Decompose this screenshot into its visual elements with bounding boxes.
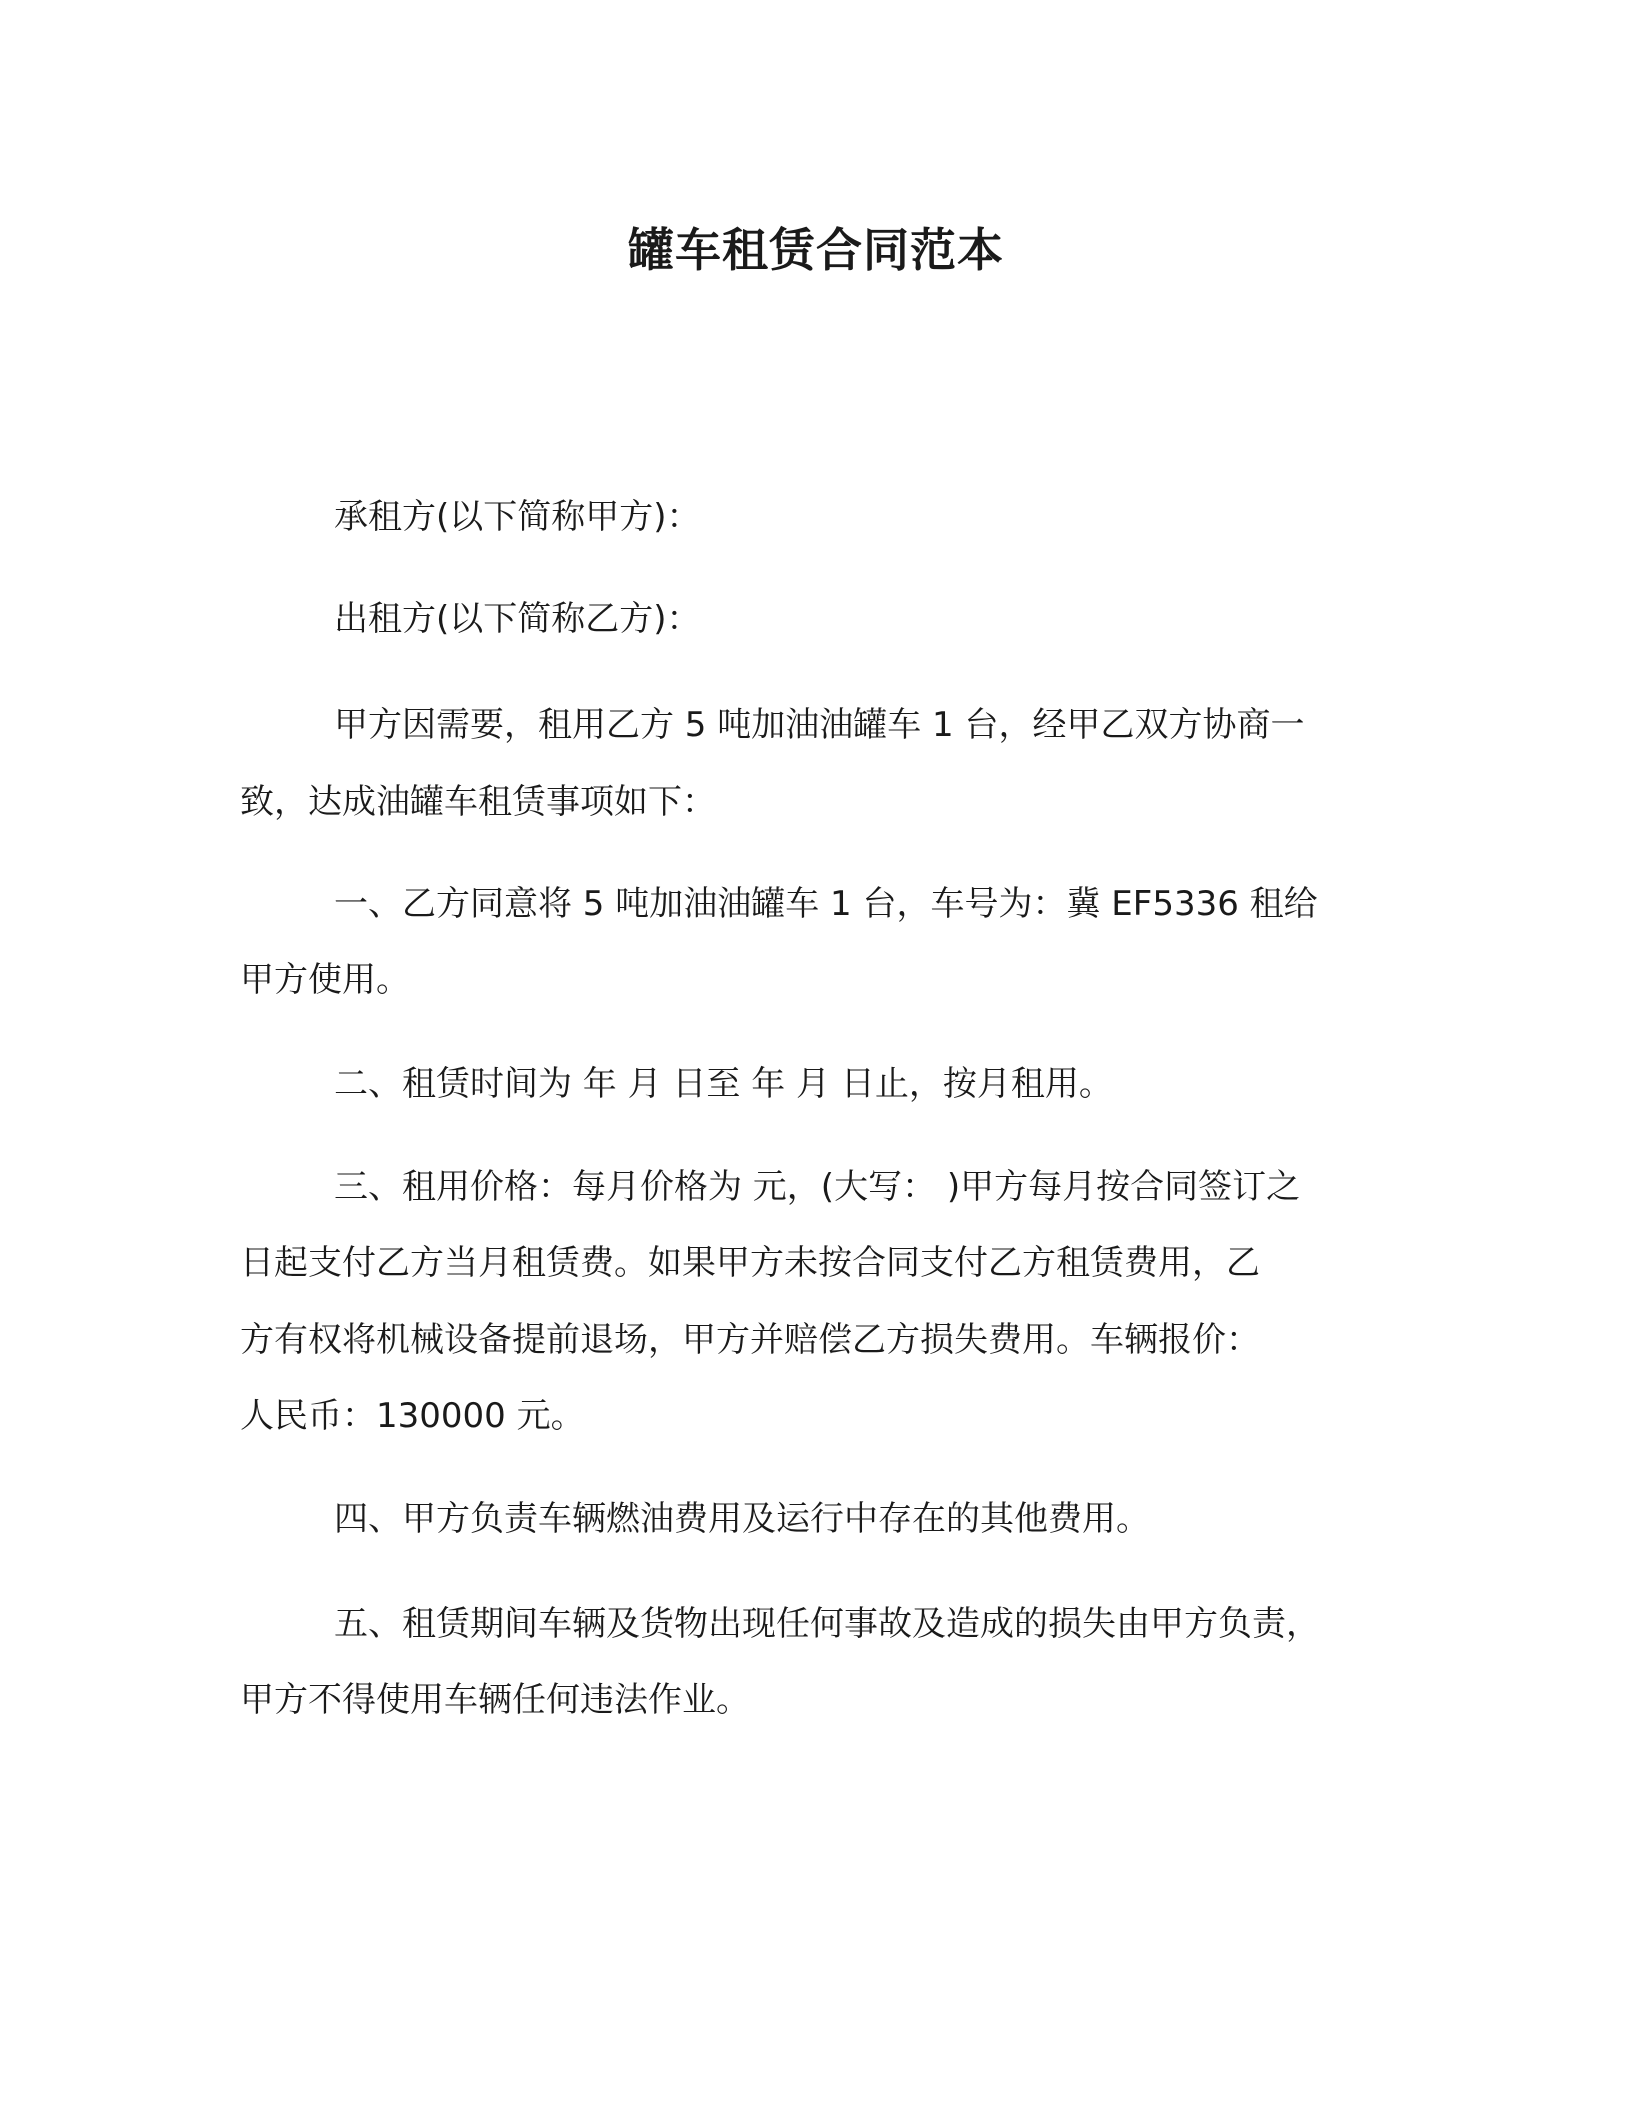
lessor-line: 出租方(以下简称乙方)： bbox=[334, 599, 701, 639]
clause-3-line-3: 方有权将机械设备提前退场，甲方并赔偿乙方损失费用。车辆报价： bbox=[240, 1320, 1260, 1360]
clause-1-line-2: 甲方使用。 bbox=[240, 960, 410, 1000]
clause-1-line-1: 一、乙方同意将 5 吨加油油罐车 1 台，车号为：冀 EF5336 租给 bbox=[334, 884, 1318, 924]
document-title: 罐车租赁合同范本 bbox=[628, 223, 1004, 277]
intro-line-2: 致，达成油罐车租赁事项如下： bbox=[240, 782, 716, 822]
lessee-line: 承租方(以下简称甲方)： bbox=[334, 497, 701, 537]
clause-3-line-1: 三、租用价格：每月价格为 元，(大写： )甲方每月按合同签订之 bbox=[334, 1167, 1301, 1207]
clause-4-line-1: 四、甲方负责车辆燃油费用及运行中存在的其他费用。 bbox=[334, 1499, 1150, 1539]
clause-5-line-2: 甲方不得使用车辆任何违法作业。 bbox=[240, 1680, 750, 1720]
clause-5-line-1: 五、租赁期间车辆及货物出现任何事故及造成的损失由甲方负责， bbox=[334, 1604, 1320, 1644]
clause-2-line-1: 二、租赁时间为 年 月 日至 年 月 日止，按月租用。 bbox=[334, 1064, 1113, 1104]
intro-line-1: 甲方因需要，租用乙方 5 吨加油油罐车 1 台，经甲乙双方协商一 bbox=[334, 705, 1305, 745]
clause-3-line-2: 日起支付乙方当月租赁费。如果甲方未按合同支付乙方租赁费用，乙 bbox=[240, 1243, 1260, 1283]
clause-3-line-4: 人民币：130000 元。 bbox=[240, 1396, 585, 1436]
